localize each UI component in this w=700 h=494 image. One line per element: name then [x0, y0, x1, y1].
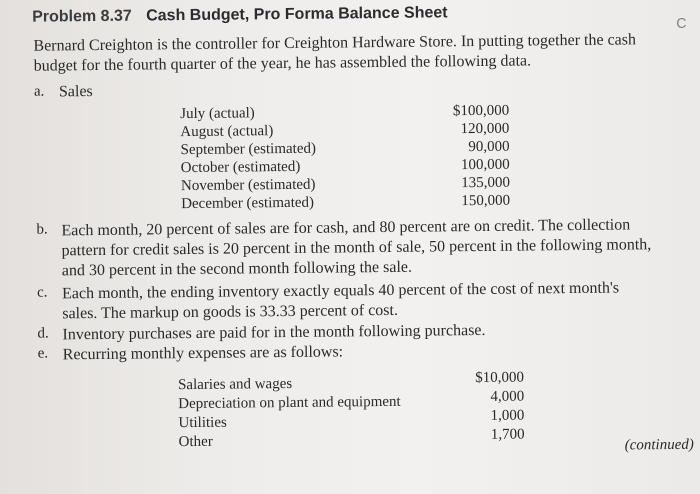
expense-name: Depreciation on plant and equipment	[178, 393, 401, 413]
item-c-line-1: Each month, the ending inventory exactly equals 40 percent of the cost of next month's	[61, 279, 620, 303]
expense-name: Utilities	[178, 414, 227, 432]
item-a-label: Sales	[58, 83, 93, 101]
sales-amount: 90,000	[468, 138, 510, 156]
sales-month: November (estimated)	[180, 176, 316, 195]
sales-month: December (estimated)	[181, 194, 315, 213]
expense-amount: 1,700	[490, 426, 525, 443]
item-d-line-1: Inventory purchases are paid for in the month following purchase.	[62, 321, 486, 344]
problem-title: Cash Budget, Pro Forma Balance Sheet	[146, 4, 448, 25]
item-b-line-1: Each month, 20 percent of sales are for cash, and 80 percent are on credit. The collection	[61, 216, 631, 240]
intro-line-1: Bernard Creighton is the controller for Creighton Hardware Store. In putting together the cash	[33, 31, 637, 55]
page-edge-glyph: C	[676, 14, 687, 31]
sales-amount: 100,000	[460, 156, 510, 174]
item-b-line-3: and 30 percent in the second month following the sale.	[61, 258, 413, 280]
expense-name-column	[178, 374, 401, 452]
sales-amount: 135,000	[461, 174, 511, 192]
item-b-marker: b.	[36, 221, 48, 238]
sales-amount: $100,000	[452, 102, 510, 120]
item-a-marker: a.	[33, 83, 45, 100]
item-c-marker: c.	[36, 284, 48, 301]
problem-number: Problem 8.37	[32, 7, 132, 26]
sales-month-column	[180, 104, 316, 213]
expense-amount-column	[459, 369, 525, 446]
sales-month: July (actual)	[180, 105, 255, 123]
sales-month: August (actual)	[180, 123, 274, 141]
expense-name: Other	[178, 433, 213, 451]
sales-amount-column	[449, 102, 510, 211]
sales-amount: 120,000	[460, 120, 510, 138]
expense-amount: 1,000	[490, 407, 525, 424]
expense-name: Salaries and wages	[177, 375, 293, 394]
intro-line-2: budget for the fourth quarter of the year, he has assembled the following data.	[33, 52, 532, 75]
continued-note: (continued)	[624, 436, 694, 454]
item-c-line-2: sales. The markup on goods is 33.33 percent of cost.	[62, 301, 399, 323]
sales-month: September (estimated)	[180, 140, 317, 159]
item-d-marker: d.	[37, 325, 49, 342]
sales-amount: 150,000	[461, 192, 511, 210]
item-e-line-1: Recurring monthly expenses are as follows:	[62, 343, 344, 364]
sales-month: October (estimated)	[180, 158, 301, 177]
item-e-marker: e.	[37, 345, 49, 362]
item-b-line-2: pattern for credit sales is 20 percent in the month of sale, 50 percent in the following month,	[61, 236, 652, 260]
expense-amount: $10,000	[475, 369, 525, 387]
expense-amount: 4,000	[490, 388, 525, 405]
